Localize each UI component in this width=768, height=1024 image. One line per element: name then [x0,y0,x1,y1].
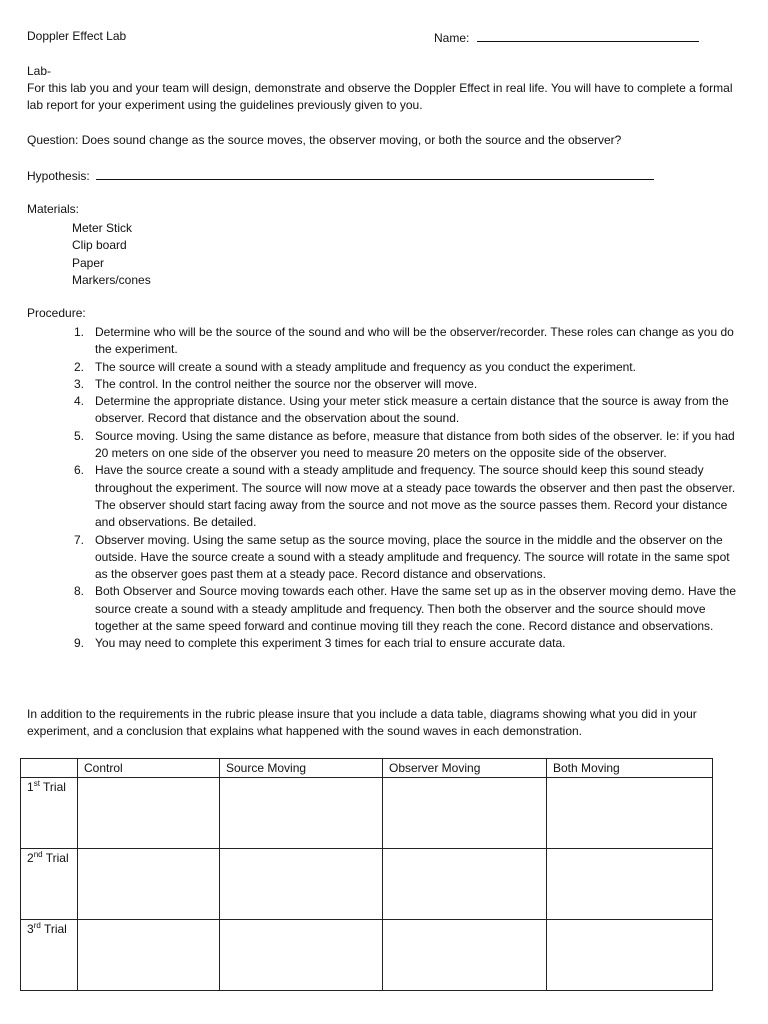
step-text: The control. In the control neither the source nor the observer will move. [95,376,478,391]
step-number: 2. [73,359,84,374]
step-text: You may need to complete this experiment 3 times for each trial to ensure accurate data. [95,636,566,651]
table-row [21,849,713,920]
table-row [21,920,713,991]
step-text: Both Observer and Source moving towards each other. Have the same set up as in the observer moving demo. Have the source create a sound with a steady amplitude and frequency. Then both the observer and the source should move together at the same speed forward and continue moving till they reach the cone. Record distance and observations. [95,584,737,634]
procedure-label: Procedure: [27,306,86,320]
hypothesis-label: Hypothesis: [27,169,90,183]
table-header-corner [21,759,78,778]
step-number: 8. [73,584,84,599]
question-text: Question: Does sound change as the source moves, the observer moving, or both the source and the observer? [27,133,622,147]
table-cell-control[interactable] [78,778,220,849]
table-row [21,778,713,849]
data-table [20,758,713,991]
procedure-step [60,393,742,428]
step-text: Source moving. Using the same distance as before, measure that distance from both sides of the observer. Ie: if you had 20 meters on one side of the observer you need to measure 20 meters on the opposite side of the observer. [95,428,735,461]
step-number: 7. [73,532,84,547]
step-text: Observer moving. Using the same setup as the source moving, place the source in the middle and the observer on the outside. Have the source create a sound with a steady amplitude and frequency. The source will rotate in the same spot as the observer goes past them at a steady pace. Record distance and observations. [95,532,730,582]
table-cell-source-moving[interactable] [220,849,383,920]
procedure-step [60,462,742,531]
trial-label: 2nd Trial [21,849,78,920]
name-blank-line[interactable] [477,29,699,42]
trial-label: 1st Trial [21,778,78,849]
procedure-step [60,324,742,359]
procedure-steps [60,324,742,653]
procedure-step [60,359,742,376]
step-number: 4. [73,394,84,409]
name-label: Name: [434,31,470,45]
table-cell-control[interactable] [78,849,220,920]
hypothesis-blank-line[interactable] [96,167,654,180]
table-cell-observer-moving[interactable] [383,920,547,991]
materials-label: Materials: [27,202,80,216]
table-cell-both-moving[interactable] [547,778,713,849]
table-cell-both-moving[interactable] [547,920,713,991]
step-text: Have the source create a sound with a steady amplitude and frequency. The source should keep this sound steady throughout the experiment. The source will now move at a steady pace towards the observer and then past the observer. The observer should start facing away from the source and not move as the source passes them. Record your distance and observations. Be detailed. [95,463,736,530]
material-item: Meter Stick [72,221,133,235]
name-field [434,29,699,45]
material-item: Clip board [72,238,127,253]
table-cell-observer-moving[interactable] [383,778,547,849]
material-item: Markers/cones [72,272,151,287]
procedure-step [60,428,742,463]
lab-label: Lab- [27,64,52,78]
table-cell-source-moving[interactable] [220,778,383,849]
table-header-source-moving: Source Moving [220,759,383,778]
trial-label: 3rd Trial [21,920,78,991]
step-number: 3. [73,376,84,391]
step-number: 1. [73,325,84,339]
step-number: 9. [73,636,84,651]
table-cell-both-moving[interactable] [547,849,713,920]
materials-list [72,220,151,289]
material-item: Paper [72,255,105,270]
document-title: Doppler Effect Lab [27,29,127,43]
step-text: The source will create a sound with a steady amplitude and frequency as you conduct the experiment. [95,359,636,374]
step-text: Determine the appropriate distance. Using your meter stick measure a certain distance that the source is away from the observer. Record that distance and the observation about the sound. [95,394,729,426]
step-number: 6. [73,463,84,478]
table-cell-source-moving[interactable] [220,920,383,991]
step-text: Determine who will be the source of the sound and who will be the observer/recorder. These roles can change as you do the experiment. [95,325,734,357]
table-cell-observer-moving[interactable] [383,849,547,920]
hypothesis-field [27,167,654,183]
procedure-step [60,532,742,584]
table-cell-control[interactable] [78,920,220,991]
step-number: 5. [73,428,84,443]
procedure-step [60,583,742,635]
procedure-step [60,376,742,393]
table-header-control: Control [78,759,220,778]
table-header-row [21,759,713,778]
table-header-both-moving: Both Moving [547,759,713,778]
requirements-paragraph: In addition to the requirements in the rubric please insure that you include a data table, diagrams showing what you did in your experiment, and a conclusion that explains what happened with the sound waves in each demonstration. [27,707,697,738]
intro-paragraph: For this lab you and your team will design, demonstrate and observe the Doppler Effect in real life. You will have to complete a formal lab report for your experiment using the guidelines previously given to you. [27,81,733,112]
table-header-observer-moving: Observer Moving [383,759,547,778]
procedure-step [60,635,742,652]
